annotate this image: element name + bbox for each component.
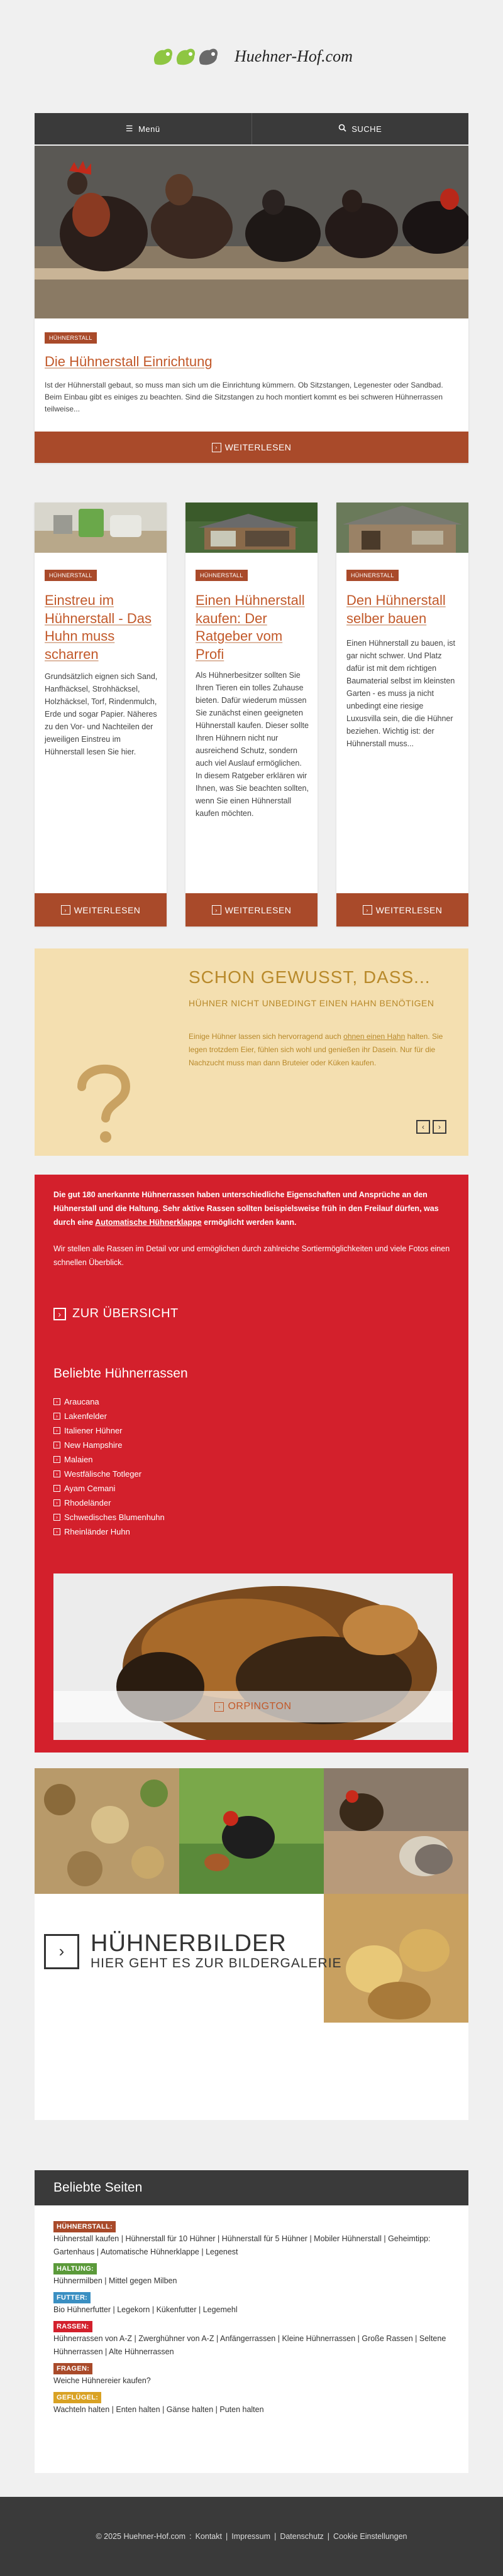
popular-category-label: RASSEN: bbox=[53, 2321, 92, 2332]
read-more-label: WEITERLESEN bbox=[375, 905, 443, 915]
popular-link[interactable]: Legemehl bbox=[202, 2305, 238, 2314]
main-nav bbox=[35, 113, 468, 144]
read-more-label: WEITERLESEN bbox=[74, 905, 141, 915]
article-image[interactable] bbox=[35, 503, 167, 553]
chevron-right-icon: › bbox=[212, 905, 221, 915]
chevron-right-icon: › bbox=[53, 1398, 60, 1405]
popular-link[interactable]: Enten halten bbox=[116, 2405, 160, 2414]
popular-link[interactable]: Weiche Hühnereier kaufen? bbox=[53, 2376, 151, 2385]
gallery-image[interactable] bbox=[179, 1768, 324, 1894]
category-tag[interactable]: HÜHNERSTALL bbox=[346, 570, 399, 581]
breeds-intro-2: Wir stellen alle Rassen im Detail vor und ermöglichen durch zahlreiche Sortiermöglichkeiten und viele Fotos einen schnellen Überblick. bbox=[53, 1244, 450, 1267]
breed-link[interactable]: › Rhodeländer bbox=[53, 1496, 165, 1510]
popular-links: Bio Hühnerfutter | Legekorn | Kükenfutter | Legemehl bbox=[53, 2305, 238, 2314]
category-tag[interactable]: HÜHNERSTALL bbox=[196, 570, 248, 581]
article-image[interactable] bbox=[185, 503, 318, 553]
breed-link[interactable]: › Malaien bbox=[53, 1452, 165, 1467]
chevron-right-icon: › bbox=[53, 1499, 60, 1506]
popular-link[interactable]: Wachteln halten bbox=[53, 2405, 110, 2414]
chevron-right-icon: › bbox=[53, 1485, 60, 1492]
article-excerpt: Als Hühnerbesitzer sollten Sie Ihren Tieren ein tolles Zuhause bieten. Dafür wiederum müssen Sie zunächst einen geeigneten Hühnerstall kaufen. Dieser sollte Ihren Hühnern nicht nur ausreichend Schutz, sondern auch viel Auslauf ermöglichen. In diesem Ratgeber erklären wir Ihnen, was Sie beachten sollten, wenn Sie einen Hühnerstall kaufen möchten. bbox=[196, 671, 309, 818]
read-more-button[interactable] bbox=[185, 893, 318, 927]
breed-link[interactable]: › Westfälische Totleger bbox=[53, 1467, 165, 1481]
search-label: SUCHE bbox=[351, 124, 382, 134]
breeds-intro: Die gut 180 anerkannte Hühnerrassen haben unterschiedliche Eigenschaften und Ansprüche an den Hühnerstall und die Haltung. Sehr aktive Rassen sollten beispielsweise früh in den Freilauf dürfen, was durch eine Automatische Hühnerklappe ermöglicht werden kann. bbox=[53, 1190, 439, 1227]
chevron-right-icon: › bbox=[214, 1702, 224, 1712]
popular-category-label: HALTUNG: bbox=[53, 2263, 97, 2274]
popular-category-label: GEFLÜGEL: bbox=[53, 2392, 101, 2403]
fact-pager bbox=[416, 1120, 446, 1134]
popular-links: Hühnermilben | Mittel gegen Milben bbox=[53, 2276, 177, 2285]
question-mark-icon bbox=[57, 1052, 151, 1149]
article-title-link[interactable]: Den Hühnerstall selber bauen bbox=[346, 592, 446, 626]
gallery-link[interactable] bbox=[44, 1932, 342, 1971]
popular-category-label: HÜHNERSTALL: bbox=[53, 2221, 116, 2232]
popular-links bbox=[53, 2374, 450, 2388]
featured-excerpt: Ist der Hühnerstall gebaut, so muss man sich um die Einrichtung kümmern. Ob Sitzstangen, Legenester oder Sandbad. Beim Einbau gibt es einiges zu beachten. Sind die Sitzstangen zu hoch montiert kommt es bei schweren Hühnerrassen teilweise... bbox=[45, 381, 443, 414]
breed-link[interactable]: › Araucana bbox=[53, 1394, 165, 1409]
featured-read-more-button[interactable] bbox=[35, 432, 468, 463]
gallery-section[interactable] bbox=[35, 1768, 468, 2120]
popular-link[interactable]: Hühnermilben bbox=[53, 2276, 102, 2285]
hamburger-icon: ☰ bbox=[125, 124, 134, 133]
hen-logo-icon bbox=[150, 44, 226, 69]
breed-link[interactable]: › New Hampshire bbox=[53, 1438, 165, 1452]
popular-breeds-heading: Beliebte Hühnerrassen bbox=[53, 1366, 188, 1381]
popular-link[interactable]: Seltene Hühnerrassen bbox=[53, 2334, 446, 2356]
chevron-right-icon: › bbox=[53, 1528, 60, 1535]
popular-link[interactable]: Hühnerstall kaufen bbox=[53, 2234, 119, 2243]
read-more-label: WEITERLESEN bbox=[224, 905, 292, 915]
footer-link-imprint[interactable]: Impressum bbox=[231, 2532, 271, 2541]
overview-link[interactable]: › ZUR ÜBERSICHT bbox=[53, 1307, 179, 1321]
fact-link[interactable]: ohnen einen Hahn bbox=[343, 1032, 406, 1041]
popular-pages-body bbox=[35, 2205, 468, 2428]
menu-label: Menü bbox=[138, 124, 160, 134]
featured-title-link[interactable]: Die Hühnerstall Einrichtung bbox=[45, 354, 213, 369]
gallery-image[interactable] bbox=[35, 1768, 179, 1894]
chevron-right-icon: › bbox=[363, 905, 372, 915]
popular-link[interactable]: Mittel gegen Milben bbox=[109, 2276, 177, 2285]
did-you-know-box bbox=[35, 948, 468, 1156]
popular-link[interactable]: Automatische Hühnerklappe bbox=[100, 2247, 199, 2256]
footer: © 2025 Huehner-Hof.com : Kontakt | Impressum | Datenschutz | Cookie Einstellungen bbox=[0, 2497, 503, 2576]
chevron-right-icon: › bbox=[53, 1442, 60, 1448]
popular-link[interactable]: Alte Hühnerrassen bbox=[109, 2347, 174, 2356]
chevron-right-icon: › bbox=[53, 1308, 66, 1320]
featured-image[interactable] bbox=[35, 146, 468, 318]
read-more-label: WEITERLESEN bbox=[224, 442, 292, 452]
next-arrow-icon[interactable]: › bbox=[433, 1120, 446, 1134]
site-logo[interactable] bbox=[0, 0, 503, 101]
category-tag[interactable]: HÜHNERSTALL bbox=[45, 570, 97, 581]
popular-link[interactable]: Anfängerrassen bbox=[219, 2334, 276, 2343]
chevron-right-icon: › bbox=[53, 1456, 60, 1463]
gallery-image[interactable] bbox=[324, 1894, 468, 2023]
breed-link[interactable]: › Rheinländer Huhn bbox=[53, 1524, 165, 1539]
chevron-right-icon: › bbox=[44, 1934, 79, 1969]
breed-link[interactable]: › Italiener Hühner bbox=[53, 1423, 165, 1438]
breed-link[interactable]: › Ayam Cemani bbox=[53, 1481, 165, 1496]
gallery-subtitle: HIER GEHT ES ZUR BILDERGALERIE bbox=[91, 1956, 342, 1970]
popular-link[interactable]: Hühnerstall für 10 Hühner bbox=[125, 2234, 216, 2243]
footer-link-contact[interactable]: Kontakt bbox=[195, 2532, 222, 2541]
popular-link[interactable]: Zwerghühner von A-Z bbox=[138, 2334, 214, 2343]
article-card bbox=[35, 503, 167, 927]
gallery-title: HÜHNERBILDER bbox=[91, 1930, 287, 1957]
popular-link[interactable]: Bio Hühnerfutter bbox=[53, 2305, 111, 2314]
popular-link[interactable]: Geheimtipp: Gartenhaus bbox=[53, 2234, 431, 2256]
popular-category-label: FRAGEN: bbox=[53, 2363, 92, 2374]
breed-link[interactable]: › Lakenfelder bbox=[53, 1409, 165, 1423]
article-card bbox=[185, 503, 318, 927]
popular-link[interactable]: Mobiler Hühnerstall bbox=[314, 2234, 382, 2243]
chevron-right-icon: › bbox=[53, 1470, 60, 1477]
popular-pages-heading: Beliebte Seiten bbox=[35, 2170, 468, 2205]
breed-link[interactable]: › Schwedisches Blumenhuhn bbox=[53, 1510, 165, 1524]
auto-hatch-link[interactable]: Automatische Hühnerklappe bbox=[95, 1217, 202, 1227]
search-icon bbox=[338, 124, 346, 134]
footer-link-privacy[interactable]: Datenschutz bbox=[280, 2532, 324, 2541]
popular-links: Wachteln halten | Enten halten | Gänse halten | Puten halten bbox=[53, 2405, 264, 2414]
read-more-button[interactable] bbox=[336, 893, 468, 927]
popular-link[interactable]: Legenest bbox=[206, 2247, 238, 2256]
article-card bbox=[336, 503, 468, 927]
fact-heading: SCHON GEWUSST, DASS... bbox=[189, 967, 431, 987]
site-logo-text: Huehner-Hof.com bbox=[235, 47, 353, 65]
popular-link[interactable]: Gänse halten bbox=[166, 2405, 214, 2414]
popular-link[interactable]: Hühnerrassen von A-Z bbox=[53, 2334, 133, 2343]
category-tag[interactable]: HÜHNERSTALL bbox=[45, 332, 97, 344]
featured-breed-button[interactable]: › ORPINGTON bbox=[53, 1691, 453, 1722]
copyright: © 2025 Huehner-Hof.com bbox=[96, 2532, 186, 2541]
popular-link[interactable]: Hühnerstall für 5 Hühner bbox=[221, 2234, 307, 2243]
footer-link-cookies[interactable]: Cookie Einstellungen bbox=[333, 2532, 407, 2541]
popular-pages bbox=[35, 2170, 468, 2473]
featured-article bbox=[35, 146, 468, 463]
search-button[interactable] bbox=[252, 113, 469, 144]
article-excerpt: Einen Hühnerstall zu bauen, ist gar nicht schwer. Und Platz dafür ist mit dem richtigen Baumaterial selbst im kleinsten Garten - es muss ja nicht unbedingt eine riesige Luxusvilla sein, die die Hühner beziehen. Wichtig ist: der Hühnerstall muss... bbox=[346, 639, 456, 748]
chevron-right-icon: › bbox=[53, 1413, 60, 1420]
chevron-right-icon: › bbox=[212, 443, 221, 452]
breeds-section bbox=[35, 1175, 468, 1753]
popular-links: Hühnerstall kaufen | Hühnerstall für 10 Hühner | Hühnerstall für 5 Hühner | Mobiler Hühnerstall | Geheimtipp: Gartenhaus | Automatische Hühnerklappe | Legenest bbox=[53, 2234, 431, 2256]
read-more-button[interactable] bbox=[35, 893, 167, 927]
chevron-right-icon: › bbox=[61, 905, 70, 915]
menu-button[interactable] bbox=[35, 113, 252, 144]
article-image[interactable] bbox=[336, 503, 468, 553]
chevron-right-icon: › bbox=[53, 1427, 60, 1434]
popular-link[interactable]: Legekorn bbox=[117, 2305, 150, 2314]
prev-arrow-icon[interactable]: ‹ bbox=[416, 1120, 430, 1134]
popular-link[interactable]: Puten halten bbox=[219, 2405, 264, 2414]
popular-links: Hühnerrassen von A-Z | Zwerghühner von A-Z | Anfängerrassen | Kleine Hühnerrassen | Große Rassen | Seltene Hühnerrassen | Alte Hühnerrassen bbox=[53, 2334, 446, 2356]
article-title-link[interactable]: Einstreu im Hühnerstall - Das Huhn muss scharren bbox=[45, 592, 152, 662]
gallery-image[interactable] bbox=[324, 1768, 468, 1894]
chevron-right-icon: › bbox=[53, 1514, 60, 1521]
article-title-link[interactable]: Einen Hühnerstall kaufen: Der Ratgeber vom Profi bbox=[196, 592, 305, 662]
popular-category-label: FUTTER: bbox=[53, 2292, 91, 2303]
popular-link[interactable]: Kükenfutter bbox=[156, 2305, 197, 2314]
fact-text: Einige Hühner lassen sich hervorragend auch ohnen einen Hahn halten. Sie legen trotzdem Eier, fühlen sich wohl und genießen ihr Dasein. Nur für die Nachzucht muss man dann Bruteier oder Küken kaufen. bbox=[189, 1032, 443, 1067]
article-excerpt: Grundsätzlich eignen sich Sand, Hanfhäcksel, Strohhäcksel, Holzhäcksel, Torf, Rindenmulch, Erde und sogar Papier. Näheres zu den Vor- und Nachteilen der jeweiligen Einstreu im Hühnerstall lesen Sie hier. bbox=[45, 672, 158, 756]
fact-subheading: HÜHNER NICHT UNBEDINGT EINEN HAHN BENÖTIGEN bbox=[189, 998, 434, 1008]
featured-breed-card[interactable] bbox=[53, 1573, 453, 1740]
breed-list bbox=[53, 1394, 165, 1539]
popular-link[interactable]: Große Rassen bbox=[362, 2334, 413, 2343]
popular-link[interactable]: Kleine Hühnerrassen bbox=[282, 2334, 356, 2343]
